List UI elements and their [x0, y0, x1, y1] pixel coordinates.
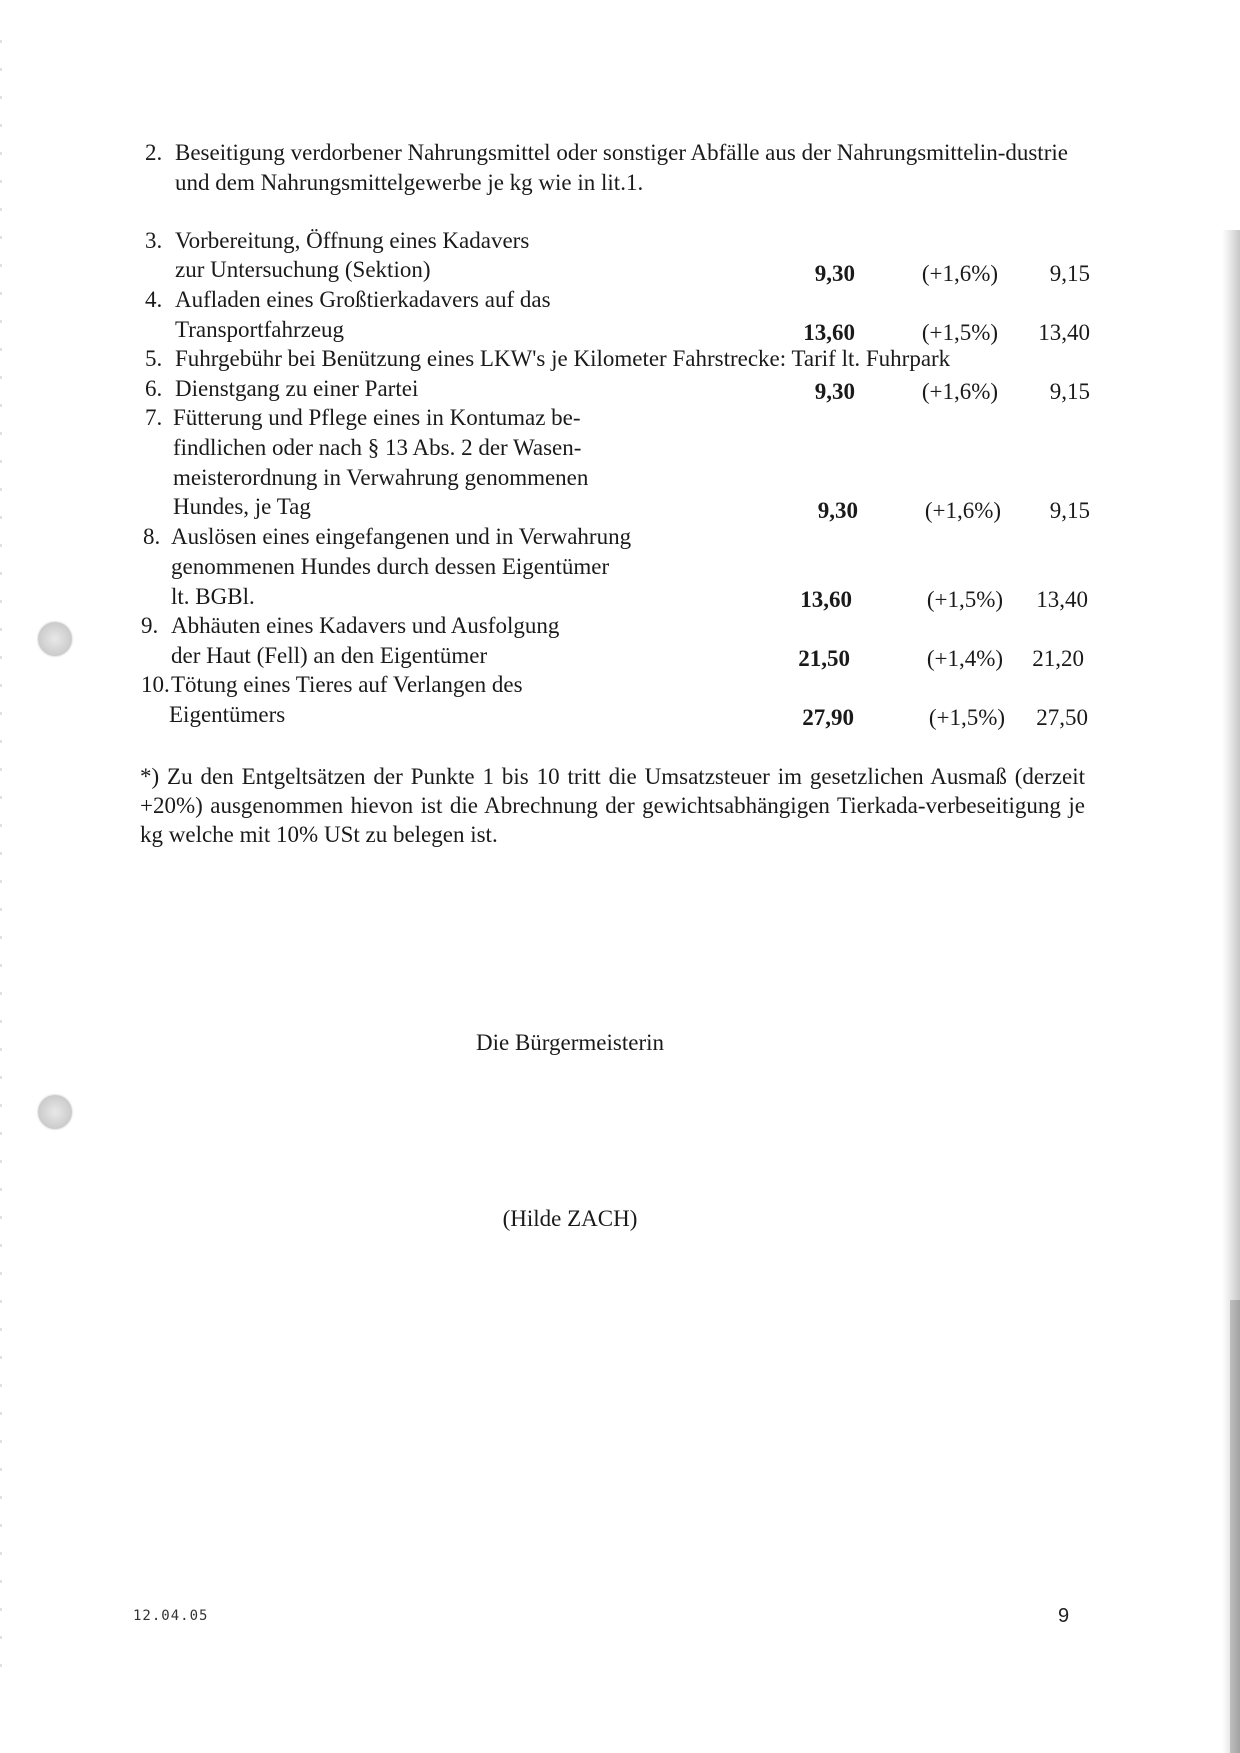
item-number: 10.: [141, 672, 170, 697]
price: 9,30: [817, 498, 858, 523]
previous-price: 13,40: [1038, 320, 1090, 345]
previous-price: 21,20: [1032, 646, 1084, 671]
item-text-line: Fuhrgebühr bei Benützung eines LKW's je Kilometer Fahrstrecke: Tarif lt. Fuhrpark: [175, 346, 951, 371]
price-change: (+1,5%): [926, 587, 1004, 612]
price: 13,60: [803, 320, 855, 345]
price-change: (+1,6%): [921, 379, 999, 404]
price: 9,30: [814, 261, 855, 286]
price-change: (+1,4%): [926, 646, 1004, 671]
tax-footnote: *) Zu den Entgeltsätzen der Punkte 1 bis 10 tritt die Umsatzsteuer im gesetzlichen Ausmaß (derzeit +20%) ausgenommen hievon ist die Abrechnung der gewichtsabhängigen Tierkada-verbeseitigung je kg welche mit 10% USt zu belegen ist.: [140, 764, 1085, 847]
punch-hole-bottom: [38, 1095, 72, 1129]
item-text-line: Transportfahrzeug: [175, 317, 345, 342]
item-text-line: meisterordnung in Verwahrung genommenen: [173, 465, 589, 490]
item-text-line: Eigentümers: [169, 702, 286, 727]
item-number: 6.: [145, 376, 163, 401]
item-text-line: Abhäuten eines Kadavers und Ausfolgung: [171, 613, 560, 638]
item-text-line: Fütterung und Pflege eines in Kontumaz be-: [173, 405, 581, 430]
item-2: [145, 138, 1100, 198]
punch-hole-top: [38, 622, 72, 656]
item-number: 7.: [145, 405, 163, 430]
item-text-line: lt. BGBl.: [171, 584, 255, 609]
item-text: Beseitigung verdorbener Nahrungsmittel oder sonstiger Abfälle aus der Nahrungsmittelin-dustrie und dem Nahrungsmittelgewerbe je kg wie in lit.1.: [175, 140, 1068, 195]
page-number: 9: [1058, 1605, 1070, 1627]
previous-price: 27,50: [1036, 705, 1088, 730]
price: 27,90: [802, 705, 854, 730]
signatory-name: (Hilde ZACH): [502, 1206, 638, 1231]
price: 13,60: [800, 587, 852, 612]
item-number: 4.: [145, 287, 163, 312]
item-text-line: Aufladen eines Großtierkadavers auf das: [175, 287, 551, 312]
price: 9,30: [814, 379, 855, 404]
signatory-title: Die Bürgermeisterin: [476, 1030, 664, 1055]
item-number: 9.: [141, 613, 159, 638]
scan-edge-left: [0, 40, 2, 1690]
previous-price: 9,15: [1049, 379, 1090, 404]
previous-price: 13,40: [1036, 587, 1088, 612]
scan-edge-right-shadow: [1230, 1300, 1240, 1753]
price-change: (+1,6%): [924, 498, 1002, 523]
item-number: 2.: [145, 140, 163, 165]
item-text-line: Hundes, je Tag: [173, 494, 311, 519]
footer-date: 12.04.05: [133, 1608, 209, 1624]
item-text-line: genommenen Hundes durch dessen Eigentümer: [171, 554, 610, 579]
item-text-line: Vorbereitung, Öffnung eines Kadavers: [175, 228, 530, 253]
item-text-line: Auslösen eines eingefangenen und in Verwahrung: [171, 524, 632, 549]
previous-price: 9,15: [1049, 498, 1090, 523]
price-change: (+1,5%): [928, 705, 1006, 730]
price-change: (+1,6%): [921, 261, 999, 286]
item-text-line: findlichen oder nach § 13 Abs. 2 der Wasen-: [173, 435, 582, 460]
item-text-line: Dienstgang zu einer Partei: [175, 376, 419, 401]
price: 21,50: [798, 646, 850, 671]
price-change: (+1,5%): [921, 320, 999, 345]
previous-price: 9,15: [1049, 261, 1090, 286]
item-text-line: der Haut (Fell) an den Eigentümer: [171, 643, 488, 668]
item-number: 5.: [145, 346, 163, 371]
item-number: 8.: [143, 524, 161, 549]
item-number: 3.: [145, 228, 163, 253]
item-text-line: Tötung eines Tieres auf Verlangen des: [171, 672, 523, 697]
item-text-line: zur Untersuchung (Sektion): [175, 257, 431, 282]
